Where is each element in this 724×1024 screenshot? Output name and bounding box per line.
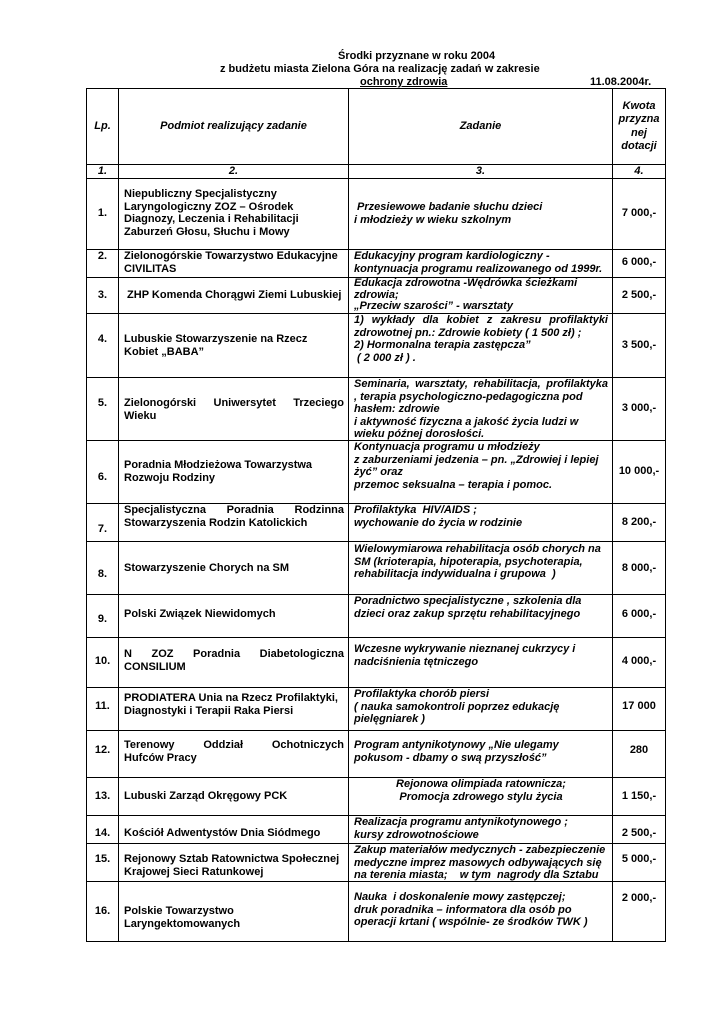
zadanie-cell [349,250,613,277]
column-number-cell [349,165,613,178]
header-kwota-line: przyzna [618,113,660,126]
podmiot-cell [119,278,349,313]
zadanie-cell [349,504,613,541]
zadanie-cell [349,731,613,777]
podmiot-line: Kościół Adwentystów Dnia Siódmego [124,827,321,839]
podmiot-line: Polskie Towarzystwo [124,905,234,917]
kwota-cell [613,441,666,503]
table-row [87,504,666,542]
podmiot-line: N ZOZ Poradnia Diabetologiczna [124,648,344,660]
lp-cell [87,504,119,541]
kwota-amount: 3 000,- [621,402,657,414]
kwota-cell [613,595,666,637]
zadanie-cell [349,542,613,594]
podmiot-line: Diagnostyki i Terapii Raka Piersi [124,704,294,717]
kwota-amount: 10 000,- [618,465,660,477]
zadanie-line: Profilaktyka chorób piersi [354,688,490,700]
kwota-amount: 8 000,- [621,562,657,574]
podmiot-line: Poradnia Młodzieżowa Towarzystwa [124,459,313,471]
header-kwota-line: dotacji [621,139,657,152]
zadanie-line: pokusom - dbamy o swą przyszłość” [354,751,547,764]
podmiot-cell [119,542,349,594]
zadanie-line: Wielowymiarowa rehabilitacja osób chorych na [354,543,601,555]
lp-number: 4. [97,333,108,345]
header-kwota-line: Kwota [622,100,656,112]
lp-cell [87,378,119,440]
podmiot-cell [119,595,349,637]
table-row [87,595,666,638]
podmiot-line: Zielonogórskie Towarzystwo Edukacyjne [124,250,338,262]
lp-number: 14. [94,827,111,839]
header-lp [87,89,119,164]
zadanie-line: Promocja zdrowego stylu życia [399,790,563,803]
zadanie-cell [349,882,613,941]
lp-cell [87,882,119,941]
zadanie-line: Kontynuacja programu u młodzieży [354,441,540,453]
zadanie-line: druk poradnika – informatora dla osób po [354,903,572,916]
header-kwota-line: nej [631,126,647,139]
zadanie-cell [349,314,613,377]
table-row [87,542,666,595]
podmiot-line: Wieku [124,409,157,422]
kwota-cell [613,638,666,687]
zadanie-cell [349,278,613,313]
column-number-row [87,165,666,179]
zadanie-cell [349,378,613,440]
kwota-cell [613,179,666,249]
kwota-cell [613,816,666,843]
zadanie-line: pielęgniarek ) [354,713,425,726]
header-row [87,89,666,165]
zadanie-cell [349,441,613,503]
table-row [87,688,666,731]
lp-cell [87,638,119,687]
podmiot-line: Zaburzeń Głosu, Słuchu i Mowy [124,225,290,238]
table-row [87,638,666,688]
podmiot-cell [119,378,349,440]
podmiot-line: Krajowej Sieci Ratunkowej [124,865,264,878]
header-zadanie-label: Zadanie [459,120,502,132]
table-row [87,378,666,441]
podmiot-line: Specjalistyczna Poradnia Rodzinna [124,504,344,516]
zadanie-line: zdrowotnej pn.: Zdrowie kobiety ( 1 500 zł) ; [354,326,582,339]
zadanie-line: 1) wykłady dla kobiet z zakresu profilaktyki [354,314,608,326]
podmiot-line: Stowarzyszenia Rodzin Katolickich [124,516,308,529]
podmiot-cell [119,638,349,687]
zadanie-line: nadciśnienia tętniczego [354,655,479,668]
zadanie-line: , terapia psychologiczno-pedagogiczna pod [354,390,583,403]
zadanie-line: ( nauka samokontroli poprzez edukację [354,700,560,713]
podmiot-line: Rozwoju Rodziny [124,471,216,484]
column-number: 4. [634,165,644,177]
podmiot-line: Diagnozy, Leczenia i Rehabilitacji [124,213,299,226]
zadanie-line: rehabilitacja indywidualna i grupowa ) [354,568,556,581]
lp-cell [87,688,119,730]
kwota-cell [613,504,666,541]
kwota-cell [613,314,666,377]
lp-number: 8. [97,568,108,580]
column-number: 1. [97,165,108,177]
table-row [87,778,666,816]
zadanie-line: Przesiewowe badanie słuchu dzieci [354,201,543,213]
podmiot-line: Laryngektomowanych [124,917,241,930]
lp-number: 6. [97,471,108,483]
podmiot-line: Stowarzyszenie Chorych na SM [124,562,290,574]
title-line-1: Środki przyznane w roku 2004 [338,50,496,62]
zadanie-line: wieku późnej dorosłości. [354,428,485,441]
table-row [87,844,666,882]
podmiot-line: Niepubliczny Specjalistyczny [124,188,277,200]
table-row [87,278,666,314]
kwota-amount: 1 150,- [621,790,657,802]
kwota-amount: 2 000,- [621,892,657,904]
kwota-cell [613,278,666,313]
podmiot-line: Kobiet „BABA” [124,345,205,358]
lp-cell [87,844,119,881]
kwota-amount: 7 000,- [621,207,657,219]
lp-number: 12. [94,744,111,756]
zadanie-line: Seminaria, warsztaty, rehabilitacja, profilaktyka [354,378,608,390]
table-row [87,882,666,942]
column-number-cell [87,165,119,178]
podmiot-cell [119,504,349,541]
table-row [87,250,666,278]
zadanie-line: przemoc seksualna – terapia i pomoc. [354,478,553,491]
lp-number: 3. [97,289,108,301]
lp-number: 10. [94,655,111,667]
podmiot-line: ZHP Komenda Chorągwi Ziemi Lubuskiej [124,289,342,301]
kwota-cell [613,844,666,881]
kwota-cell [613,731,666,777]
column-number: 2. [228,165,239,177]
grant-table [86,88,666,942]
lp-number: 16. [94,905,111,917]
zadanie-line: dzieci oraz zakup sprzętu rehabilitacyjnego [354,607,581,620]
lp-number: 9. [97,613,108,625]
lp-cell [87,731,119,777]
title-subject: ochrony zdrowia [360,76,448,88]
zadanie-line: z zaburzeniami jedzenia – pn. „Zdrowiej i lepiej [354,453,599,466]
table-row [87,179,666,250]
kwota-cell [613,378,666,440]
zadanie-line: Profilaktyka HIV/AIDS ; [354,504,477,516]
header-kwota [613,89,666,164]
lp-number: 13. [94,790,111,802]
lp-cell [87,816,119,843]
zadanie-line: medyczne imprez masowych odbywających się [354,856,602,869]
lp-cell [87,441,119,503]
column-number-cell [119,165,349,178]
zadanie-cell [349,816,613,843]
zadanie-line: zdrowia; [354,288,399,301]
zadanie-line: i młodzieży w wieku szkolnym [354,213,512,226]
table-row [87,816,666,844]
header-podmiot-label: Podmiot realizujący zadanie [160,120,307,132]
zadanie-line: Rejonowa olimpiada ratownicza; [396,778,566,790]
podmiot-line: PRODIATERA Unia na Rzecz Profilaktyki, [124,692,338,704]
column-number-cell [613,165,666,178]
podmiot-line: Hufców Pracy [124,751,197,764]
zadanie-line: wychowanie do życia w rodzinie [354,516,523,529]
podmiot-line: Zielonogórski Uniwersytet Trzeciego [124,397,344,409]
lp-cell [87,278,119,313]
zadanie-line: operacji krtani ( wspólnie- ze środków TWK ) [354,916,588,929]
podmiot-line: Rejonowy Sztab Ratownictwa Społecznej [124,853,340,865]
lp-number: 2. [97,250,108,262]
podmiot-line: CIVILITAS [124,262,177,275]
podmiot-line: Terenowy Oddział Ochotniczych [124,739,344,751]
title-line-2: z budżetu miasta Zielona Góra na realizację zadań w zakresie [220,63,540,75]
podmiot-line: Lubuski Zarząd Okręgowy PCK [124,790,288,802]
zadanie-line: Edukacyjny program kardiologiczny - [354,250,550,262]
lp-cell [87,179,119,249]
kwota-amount: 5 000,- [621,853,657,865]
podmiot-cell [119,882,349,941]
zadanie-line: Zakup materiałów medycznych - zabezpieczenie [354,844,606,856]
lp-cell [87,595,119,637]
zadanie-line: „Przeciw szarości” - warsztaty [354,300,513,313]
kwota-cell [613,542,666,594]
podmiot-cell [119,778,349,815]
zadanie-cell [349,688,613,730]
zadanie-line: Edukacja zdrowotna -Wędrówka ścieżkami [354,277,578,289]
lp-number: 5. [97,397,108,409]
zadanie-cell [349,778,613,815]
kwota-amount: 6 000,- [621,608,657,620]
kwota-cell [613,778,666,815]
podmiot-cell [119,731,349,777]
zadanie-line: kursy zdrowotnościowe [354,828,479,841]
table-row [87,731,666,778]
zadanie-cell [349,179,613,249]
header-zadanie [349,89,613,164]
lp-cell [87,542,119,594]
lp-cell [87,314,119,377]
kwota-cell [613,688,666,730]
zadanie-line: na terenia miasta; w tym nagrody dla Sztabu [354,869,599,882]
zadanie-line: Program antynikotynowy „Nie ulegamy [354,739,559,751]
kwota-amount: 3 500,- [621,339,657,351]
table-row [87,441,666,504]
zadanie-line: Nauka i doskonalenie mowy zastępczej; [354,891,566,903]
lp-cell [87,250,119,277]
kwota-amount: 280 [629,744,649,756]
zadanie-line: SM (krioterapia, hipoterapia, psychoterapia, [354,555,583,568]
zadanie-cell [349,844,613,881]
podmiot-line: CONSILIUM [124,660,186,673]
podmiot-cell [119,688,349,730]
zadanie-line: Wczesne wykrywanie nieznanej cukrzycy i [354,643,576,655]
zadanie-line: żyć” oraz [354,466,403,479]
kwota-amount: 2 500,- [621,827,657,839]
zadanie-line: 2) Hormonalna terapia zastępcza” [354,339,531,352]
podmiot-cell [119,179,349,249]
zadanie-line: Realizacja programu antynikotynowego ; [354,816,568,828]
zadanie-line: kontynuacja programu realizowanego od 1999r. [354,262,603,275]
kwota-amount: 8 200,- [621,516,657,528]
zadanie-line: Poradnictwo specjalistyczne , szkolenia dla [354,595,582,607]
podmiot-cell [119,250,349,277]
kwota-cell [613,882,666,941]
lp-number: 15. [94,853,111,865]
header-lp-label: Lp. [94,120,111,132]
podmiot-cell [119,314,349,377]
kwota-amount: 2 500,- [621,289,657,301]
kwota-amount: 17 000 [622,700,656,712]
kwota-amount: 4 000,- [621,655,657,667]
kwota-amount: 6 000,- [621,256,657,268]
podmiot-cell [119,844,349,881]
zadanie-cell [349,595,613,637]
podmiot-line: Polski Związek Niewidomych [124,608,276,620]
kwota-cell [613,250,666,277]
document-date: 11.08.2004r. [590,76,652,88]
zadanie-line: ( 2 000 zł ) . [354,351,416,364]
table-row [87,314,666,378]
lp-number: 1. [97,207,108,219]
zadanie-line: i aktywność fizyczna a jakość życia ludzi w [354,415,579,428]
header-podmiot [119,89,349,164]
lp-cell [87,778,119,815]
lp-number: 11. [95,700,110,712]
column-number: 3. [475,165,486,177]
zadanie-cell [349,638,613,687]
podmiot-cell [119,441,349,503]
podmiot-line: Laryngologiczny ZOZ – Ośrodek [124,200,294,213]
zadanie-line: hasłem: zdrowie [354,403,440,416]
podmiot-line: Lubuskie Stowarzyszenie na Rzecz [124,333,308,345]
lp-number: 7. [97,523,108,535]
podmiot-cell [119,816,349,843]
